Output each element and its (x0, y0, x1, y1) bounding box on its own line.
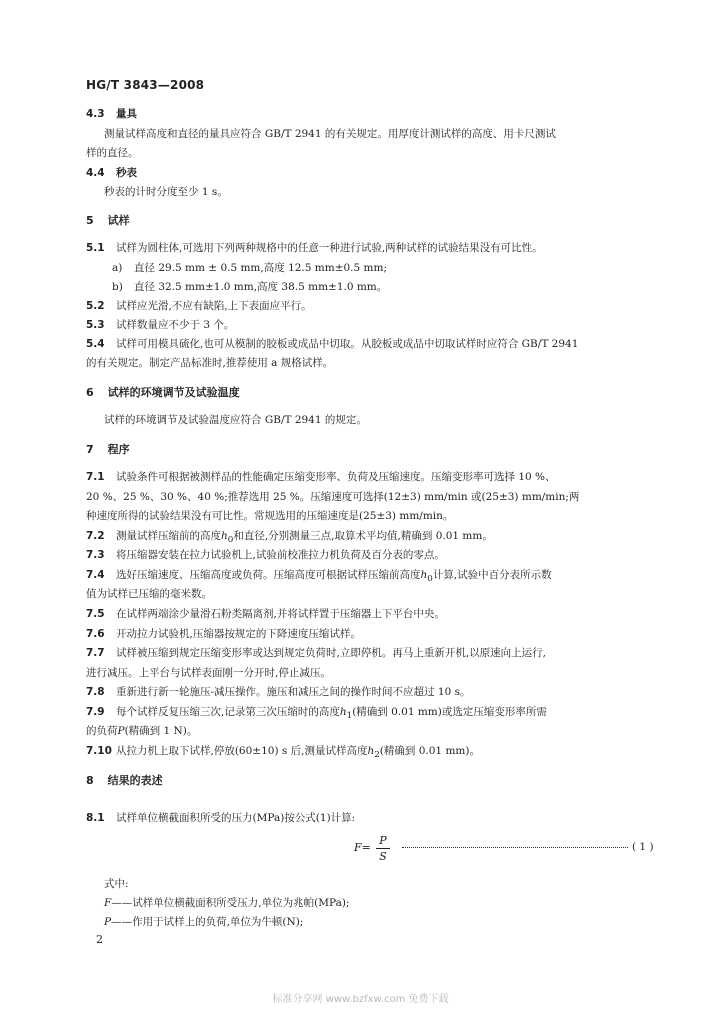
clause-text: 试样数量应不少于 3 个。 (116, 319, 235, 331)
clause-7-9-line-2 (86, 723, 197, 738)
clause-text: 重新进行新一轮施压-减压操作。施压和减压之间的操作时间不应超过 10 s。 (116, 686, 471, 698)
formula-lhs: F= (354, 841, 371, 854)
clause-4-3-text-line-2: 样的直径。 (86, 147, 139, 159)
section-8-heading (86, 772, 163, 788)
list-label: a) (112, 262, 123, 274)
clause-7-9 (86, 704, 547, 721)
clause-text: 在试样两端涂少量滑石粉类隔离剂,并将试样置于压缩器上下平台中央。 (116, 608, 445, 620)
clause-7-5 (86, 606, 445, 621)
clause-title: 量具 (116, 108, 137, 120)
clause-number: 7.2 (86, 530, 105, 542)
variable-f: F (104, 897, 112, 909)
clause-7-3 (86, 547, 445, 562)
section-number: 8 (86, 774, 94, 787)
clause-4-4-heading (86, 165, 137, 180)
section-number: 5 (86, 214, 94, 227)
clause-text-cont: (精确到 0.01 mm)或选定压缩变形率所需 (352, 706, 547, 718)
clause-text: 试样单位横截面积所受的压力(MPa)按公式(1)计算: (116, 812, 356, 824)
section-5-heading (86, 212, 130, 228)
variable-p: P (117, 725, 125, 737)
clause-5-2 (86, 298, 312, 313)
clause-4-3-heading (86, 106, 137, 121)
clause-text-cont: 计算,试验中百分表所示数 (432, 569, 552, 581)
variable-h: h (221, 530, 228, 542)
clause-text: 的负荷 (86, 725, 118, 737)
clause-number: 7.5 (86, 608, 105, 620)
section-6-text: 试样的环境调节及试验温度应符合 GB/T 2941 的规定。 (104, 414, 367, 426)
clause-text: 开动拉力试验机,压缩器按规定的下降速度压缩试样。 (116, 628, 361, 640)
section-title: 结果的表述 (107, 774, 163, 787)
clause-number: 5.4 (86, 338, 105, 350)
clause-text: 每个试样反复压缩三次,记录第三次压缩时的高度 (116, 706, 340, 718)
clause-7-2 (86, 528, 493, 545)
clause-number: 7.3 (86, 549, 105, 561)
clause-text-cont: (精确到 0.01 mm)。 (379, 745, 480, 757)
section-6-heading (86, 384, 240, 400)
watermark-footer: 标准分享网 www.bzfxw.com 免费下载 (272, 994, 449, 1005)
clause-number: 7.8 (86, 686, 105, 698)
section-title: 程序 (107, 443, 130, 456)
section-title: 试样的环境调节及试验温度 (107, 386, 240, 399)
clause-number: 7.1 (86, 471, 105, 483)
section-title: 试样 (107, 214, 130, 227)
clause-5-1 (86, 240, 543, 255)
page-number: 2 (96, 933, 103, 946)
where-p (104, 914, 303, 929)
clause-number: 4.3 (86, 108, 105, 120)
clause-text: 试样被压缩到规定压缩变形率或达到规定负荷时,立即停机。再马上重新开机,以原速向上运行, (116, 647, 547, 659)
clause-number: 7.10 (86, 745, 112, 757)
clause-7-10 (86, 743, 480, 760)
fraction-bar (376, 848, 390, 849)
clause-4-3-text-line-1: 测量试样高度和直径的量具应符合 GB/T 2941 的有关规定。用厚度计测试样的高度、用卡尺测试 (104, 128, 556, 140)
clause-5-3 (86, 317, 234, 332)
section-number: 6 (86, 386, 94, 399)
clause-text: 将压缩器安装在拉力试验机上,试验前校准拉力机负荷及百分表的零点。 (116, 549, 445, 561)
clause-7-4-line-2: 值为试样已压缩的毫米数。 (86, 588, 212, 600)
variable-h: h (367, 745, 375, 757)
section-7-heading (86, 441, 130, 457)
clause-8-1 (86, 810, 355, 825)
clause-7-7-line-2: 进行减压。上平台与试样表面刚一分开时,停止减压。 (86, 667, 331, 679)
clause-number: 7.7 (86, 647, 105, 659)
standard-number-header: HG/T 3843—2008 (86, 78, 205, 92)
clause-text: 试样应光滑,不应有缺陷,上下表面应平行。 (116, 300, 312, 312)
clause-number: 8.1 (86, 812, 105, 824)
variable-p: P (104, 916, 112, 928)
subscript: 0 (427, 574, 433, 585)
clause-title: 秒表 (116, 167, 137, 179)
variable-h: h (420, 569, 428, 581)
clause-7-7 (86, 645, 546, 660)
variable-h: h (339, 706, 347, 718)
clause-text-cont: (精确到 1 N)。 (124, 725, 198, 737)
clause-text: 从拉力机上取下试样,停放(60±10) s 后,测量试样高度 (116, 745, 368, 757)
clause-number: 7.4 (86, 569, 105, 581)
formula-fraction (376, 834, 390, 863)
clause-5-4 (86, 336, 578, 351)
clause-number: 5.1 (86, 242, 105, 254)
clause-text: 试验条件可根据被测样品的性能确定压缩变形率、负荷及压缩速度。压缩变形率可选择 10 %、 (116, 471, 556, 483)
section-number: 7 (86, 443, 94, 456)
clause-number: 4.4 (86, 167, 105, 179)
clause-text-cont: 和直径,分别测量三点,取算术平均值,精确到 0.01 mm。 (233, 530, 493, 542)
clause-text: 试样为圆柱体,可选用下列两种规格中的任意一种进行试验,两种试样的试验结果没有可比性。 (116, 242, 543, 254)
list-item-b (112, 279, 387, 294)
where-title: 式中: (104, 878, 129, 890)
clause-7-6 (86, 626, 361, 641)
clause-7-1-line-2: 20 %、25 %、30 %、40 %;推荐选用 25 %。压缩速度可选择(12±3) mm/min 或(25±3) mm/min;两 (86, 491, 580, 503)
list-text: 直径 29.5 mm ± 0.5 mm,高度 12.5 mm±0.5 mm; (134, 262, 387, 274)
clause-7-1-line-3: 种速度所得的试验结果没有可比性。常规选用的压缩速度是(25±3) mm/min。 (86, 510, 454, 522)
clause-5-4-line-2: 的有关规定。制定产品标准时,推荐使用 a 规格试样。 (86, 357, 334, 369)
fraction-numerator: P (379, 834, 387, 847)
clause-4-4-text: 秒表的计时分度至少 1 s。 (104, 186, 228, 198)
clause-7-4 (86, 567, 552, 584)
list-text: 直径 32.5 mm±1.0 mm,高度 38.5 mm±1.0 mm。 (134, 281, 388, 293)
formula-leader-dots (402, 847, 628, 848)
clause-text: 测量试样压缩前的高度 (116, 530, 221, 542)
where-p-text: ——作用于试样上的负荷,单位为牛顿(N); (111, 916, 304, 928)
list-label: b) (112, 281, 123, 293)
clause-7-8 (86, 684, 470, 699)
clause-number: 5.2 (86, 300, 105, 312)
fraction-denominator: S (379, 850, 387, 863)
clause-number: 7.6 (86, 628, 105, 640)
clause-7-1 (86, 469, 556, 484)
subscript: 2 (374, 750, 380, 761)
clause-text: 试样可用模具硫化,也可从模制的胶板或成品中切取。从胶板或成品中切取试样时应符合 GB/T 2941 (116, 338, 579, 350)
subscript: 1 (346, 711, 353, 722)
list-item-a (112, 260, 387, 275)
subscript: 0 (227, 535, 234, 546)
where-f (104, 895, 349, 910)
clause-number: 7.9 (86, 706, 105, 718)
where-f-text: ——试样单位横截面积所受压力,单位为兆帕(MPa); (111, 897, 350, 909)
clause-number: 5.3 (86, 319, 105, 331)
equation-number: ( 1 ) (632, 841, 654, 853)
clause-text: 选好压缩速度、压缩高度或负荷。压缩高度可根据试样压缩前高度 (116, 569, 421, 581)
